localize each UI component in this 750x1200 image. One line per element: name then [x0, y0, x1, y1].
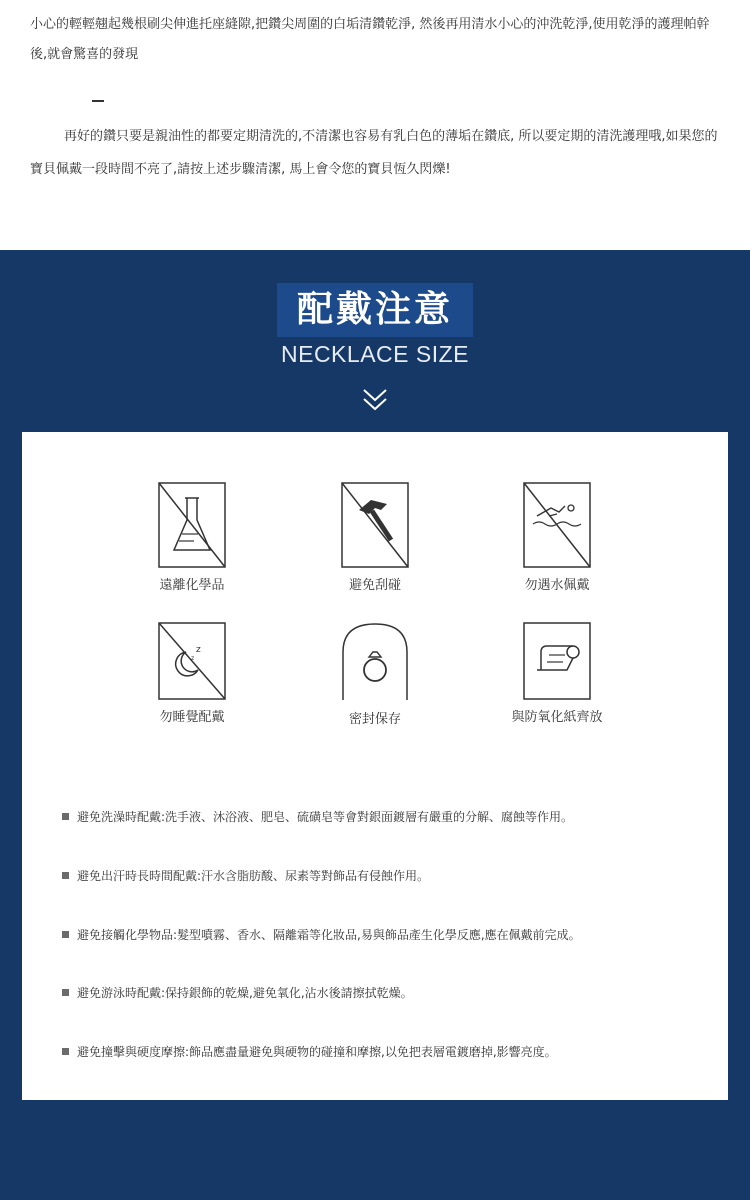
tip-text: 避免洗澡時配戴:洗手液、沐浴液、肥皂、硫磺皂等會對銀面鍍層有嚴重的分解、腐蝕等作用。 — [77, 810, 574, 824]
list-item — [62, 1043, 712, 1060]
section-subtitle: NECKLACE SIZE — [281, 341, 469, 367]
bullet-square-icon — [62, 989, 69, 996]
icon-label: 密封保存 — [348, 712, 401, 727]
tip-text: 避免撞擊與硬度摩擦:飾品應盡量避免與硬物的碰撞和摩擦,以免把表層電鍍磨掉,影響亮度。 — [77, 1045, 557, 1059]
tip-text: 避免游泳時配戴:保持銀飾的乾燥,避免氧化,沾水後請擦拭乾燥。 — [77, 986, 413, 1000]
intro-paragraph-2: 再好的鑽只要是親油性的都要定期清洗的,不清潔也容易有乳白色的薄垢在鑽底, 所以要定期的清洗護理哦,如果您的寶貝佩戴一段時間不亮了,請按上述步驟清潔, 馬上會令您的寶貝恆久閃爍! — [30, 129, 718, 177]
sealed-bag-icon — [337, 622, 413, 702]
bullet-square-icon — [62, 931, 69, 938]
section-title: 配戴注意 — [296, 289, 453, 330]
icon-label: 勿睡覺配戴 — [159, 710, 225, 725]
bullet-square-icon — [62, 872, 69, 879]
icon-label: 勿遇水佩戴 — [524, 578, 590, 593]
hammer-icon — [341, 482, 409, 568]
list-item — [62, 926, 712, 943]
icon-label: 與防氧化紙齊放 — [511, 710, 603, 725]
bullet-square-icon — [62, 1048, 69, 1055]
chemical-flask-icon — [158, 482, 226, 568]
icon-item-sealed — [295, 622, 455, 727]
tip-text: 避免出汗時長時間配戴:汗水含脂肪酸、尿素等對飾品有侵蝕作用。 — [77, 869, 430, 883]
icon-label: 遠離化學品 — [159, 578, 225, 593]
bullet-square-icon — [62, 813, 69, 820]
list-item — [62, 867, 712, 884]
svg-text:z: z — [196, 645, 201, 655]
icon-item-paper — [477, 622, 637, 725]
tip-text: 避免接觸化學物品:髮型噴霧、香水、隔離霜等化妝品,易與飾品產生化學反應,應在佩戴前完成。 — [77, 928, 581, 942]
paper-roll-icon — [523, 622, 591, 700]
icon-item-chemical — [112, 482, 272, 593]
svg-text:z: z — [191, 655, 195, 662]
intro-paragraph-1: 小心的輕輕翹起幾根刷尖伸進托座縫隙,把鑽尖周圍的白垢清鑽乾淨, 然後再用清水小心的沖洗乾淨,使用乾淨的護理帕幹後,就會驚喜的發現 — [30, 17, 710, 62]
sleep-moon-icon — [158, 622, 226, 700]
icon-label: 避免刮碰 — [348, 578, 401, 593]
divider-dash — [92, 100, 104, 102]
intro-section — [0, 0, 750, 250]
list-item — [62, 984, 712, 1001]
swimming-icon — [523, 482, 591, 568]
double-chevron-down-icon — [360, 385, 390, 415]
icon-item-sleep — [112, 622, 272, 725]
icon-item-hammer — [295, 482, 455, 593]
icon-item-water — [477, 482, 637, 593]
list-item — [62, 808, 712, 825]
